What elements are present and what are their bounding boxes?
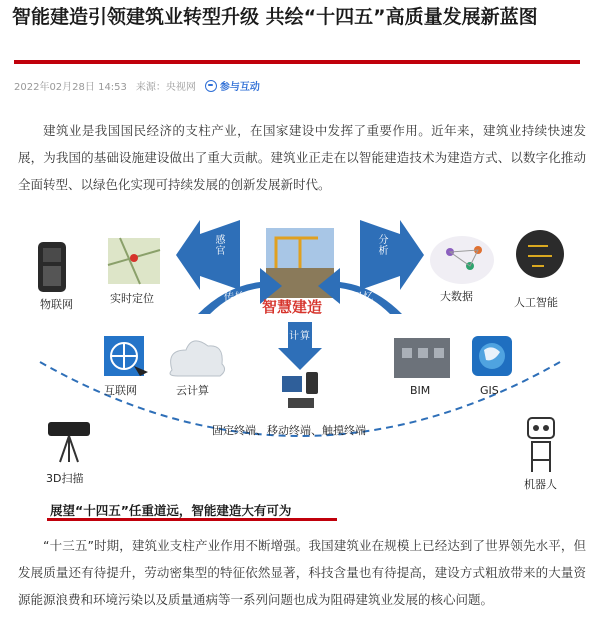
iot-label: 物联网 <box>40 298 73 311</box>
article-source: 来源：央视网 <box>135 82 196 93</box>
article-headline: 智能建造引领建筑业转型升级 共绘“十四五”高质量发展新蓝图 <box>12 6 538 28</box>
caption-underline <box>47 518 337 521</box>
interact-button[interactable] <box>205 78 260 93</box>
smart-construction-diagram <box>0 210 600 510</box>
cloud-label: 云计算 <box>176 384 209 397</box>
positioning-label: 实时定位 <box>110 292 154 305</box>
analyze-arrow-shape <box>360 220 424 290</box>
body-paragraph: “十三五”时期，建筑业支柱产业作用不断增强。我国建筑业在规模上已经达到了世界领先水平，但发展质量还有待提升，劳动密集型的特征依然显著，科技含量也有待提高，建设方式粗放带来的大量资源能源浪费和环境污染以及质量通病等一系列问题也成为阻碍建筑业发展的核心问题。 <box>18 538 586 607</box>
memory-arrow-label: 记忆 <box>352 292 374 303</box>
transmit-arrow-label: 传输 <box>224 292 246 303</box>
perceive-arrow-label: 感官 <box>213 234 224 256</box>
intro-paragraph: 建筑业是我国国民经济的支柱产业，在国家建设中发挥了重要作用。近年来，建筑业持续快速发展，为我国的基础设施建设做出了重大贡献。建筑业正走在以智能建造技术为建造方式、以数字化推动全面转型、以绿色化实现可持续发展的创新发展新时代。 <box>18 123 586 192</box>
perceive-arrow-shape <box>176 220 240 290</box>
ai-label: 人工智能 <box>514 296 558 309</box>
3d-scan-label: 3D扫描 <box>46 472 84 485</box>
big-data-map-icon <box>430 236 494 284</box>
3d-scanner-icon <box>48 422 90 462</box>
bim-building-icon <box>394 338 450 378</box>
section-caption: 展望“十四五”任重道远，智能建造大有可为 <box>50 503 292 518</box>
terminals-label: 固定终端、移动终端、触摸终端 <box>212 424 366 437</box>
compute-arrow-label: 计算 <box>289 331 311 342</box>
interact-label: 参与互动 <box>219 82 260 93</box>
publish-date: 2022年02月28日 14:53 <box>14 82 127 93</box>
diagram-graphics <box>0 210 600 510</box>
analyze-arrow-label: 分析 <box>376 234 387 256</box>
terminals-icon <box>282 372 318 408</box>
ai-head-icon <box>516 230 564 278</box>
bim-label: BIM <box>410 384 431 397</box>
comment-icon <box>205 80 217 92</box>
diagram-center-title: 智慧建造 <box>262 298 323 316</box>
gis-label: GIS <box>480 384 499 397</box>
positioning-map-icon <box>108 238 160 284</box>
internet-globe-icon <box>104 336 148 376</box>
headline-underline <box>14 60 580 64</box>
article-meta <box>14 78 260 93</box>
robot-label: 机器人 <box>524 478 557 491</box>
scanner-device-icon <box>38 242 66 292</box>
big-data-label: 大数据 <box>440 290 473 303</box>
cloud-icon <box>170 341 225 376</box>
robot-icon <box>528 418 554 472</box>
internet-label: 互联网 <box>104 384 137 397</box>
gis-globe-icon <box>472 336 512 376</box>
